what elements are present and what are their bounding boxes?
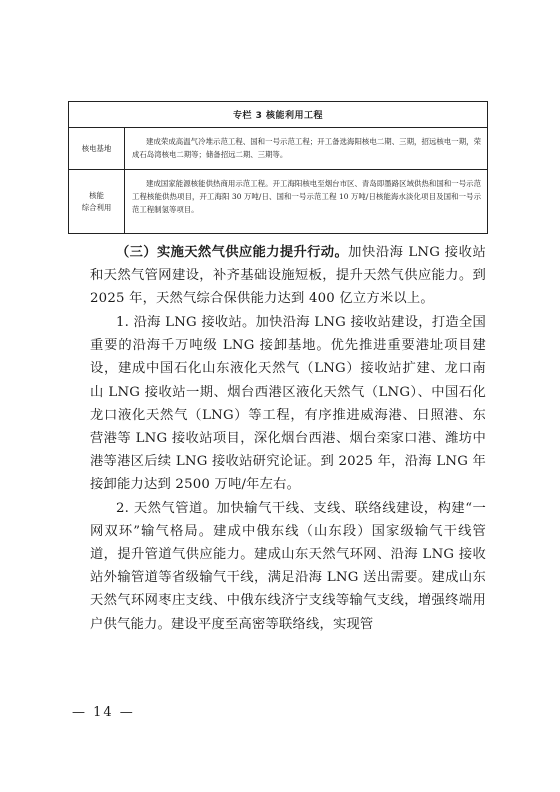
body-text bbox=[90, 241, 486, 636]
page-number: — 14 — bbox=[72, 705, 135, 720]
feature-box-title: 专栏 3 核能利用工程 bbox=[232, 111, 324, 121]
feature-box-row bbox=[69, 128, 487, 170]
feature-box-header bbox=[69, 102, 487, 128]
row-label: 核电基地 bbox=[69, 128, 125, 169]
row-text: 建成国家能源核能供热商用示范工程。开工海阳核电至烟台市区、青岛即墨路区域供热和国和一号示范工程核能供热项目，开工海阳 30 万吨/日、国和一号示范工程 10 万吨/日核能海水淡化项目及国和一号示范工程制氢等项目。 bbox=[132, 179, 481, 214]
feature-box-row bbox=[69, 170, 487, 234]
paragraph bbox=[90, 497, 486, 636]
row-text: 建成荣成高温气冷堆示范工程、国和一号示范工程；开工备选海阳核电二期、三期，招远核电一期，荣成石岛湾核电二期等；储备招远二期、三期等。 bbox=[132, 137, 481, 159]
feature-box bbox=[68, 101, 488, 234]
paragraph bbox=[90, 241, 486, 310]
paragraph-text: 加快沿海 LNG 接收站和天然气管网建设，补齐基础设施短板，提升天然气供应能力。到 2025 年，天然气综合保供能力达到 400 亿立方米以上。 bbox=[90, 245, 486, 307]
paragraph-text: 2. 天然气管道。加快输气干线、支线、联络线建设，构建“一网双环”输气格局。建成中俄东线（山东段）国家级输气干线管道，提升管道气供应能力。建成山东天然气环网、沿海 LNG 接收站外输管道等省级输气干线，满足沿海 LNG 送出需要。建成山东天然气环网枣庄支线、中俄东线济宁支线等输气支线，增强终端用户供气能力。建设平度至高密等联络线，实现管 bbox=[90, 501, 486, 632]
paragraph bbox=[90, 311, 486, 496]
row-label: 核能 综合利用 bbox=[69, 170, 125, 234]
paragraph-lead: （三）实施天然气供应能力提升行动。 bbox=[116, 245, 349, 260]
paragraph-text: 1. 沿海 LNG 接收站。加快沿海 LNG 接收站建设，打造全国重要的沿海千万吨级 LNG 接卸基地。优先推进重要港址项目建设，建成中国石化山东液化天然气（LNG）接收站扩建、龙口南山 LNG 接收站一期、烟台西港区液化天然气（LNG）、中国石化龙口液化天然气（LNG）等工程，有序推进威海港、日照港、东营港等 LNG 接收站项目，深化烟台西港、烟台栾家口港、潍坊中港等港区后续 LNG 接收站研究论证。到 2025 年，沿海 LNG 年接卸能力达到 2500 万吨/年左右。 bbox=[90, 315, 486, 492]
